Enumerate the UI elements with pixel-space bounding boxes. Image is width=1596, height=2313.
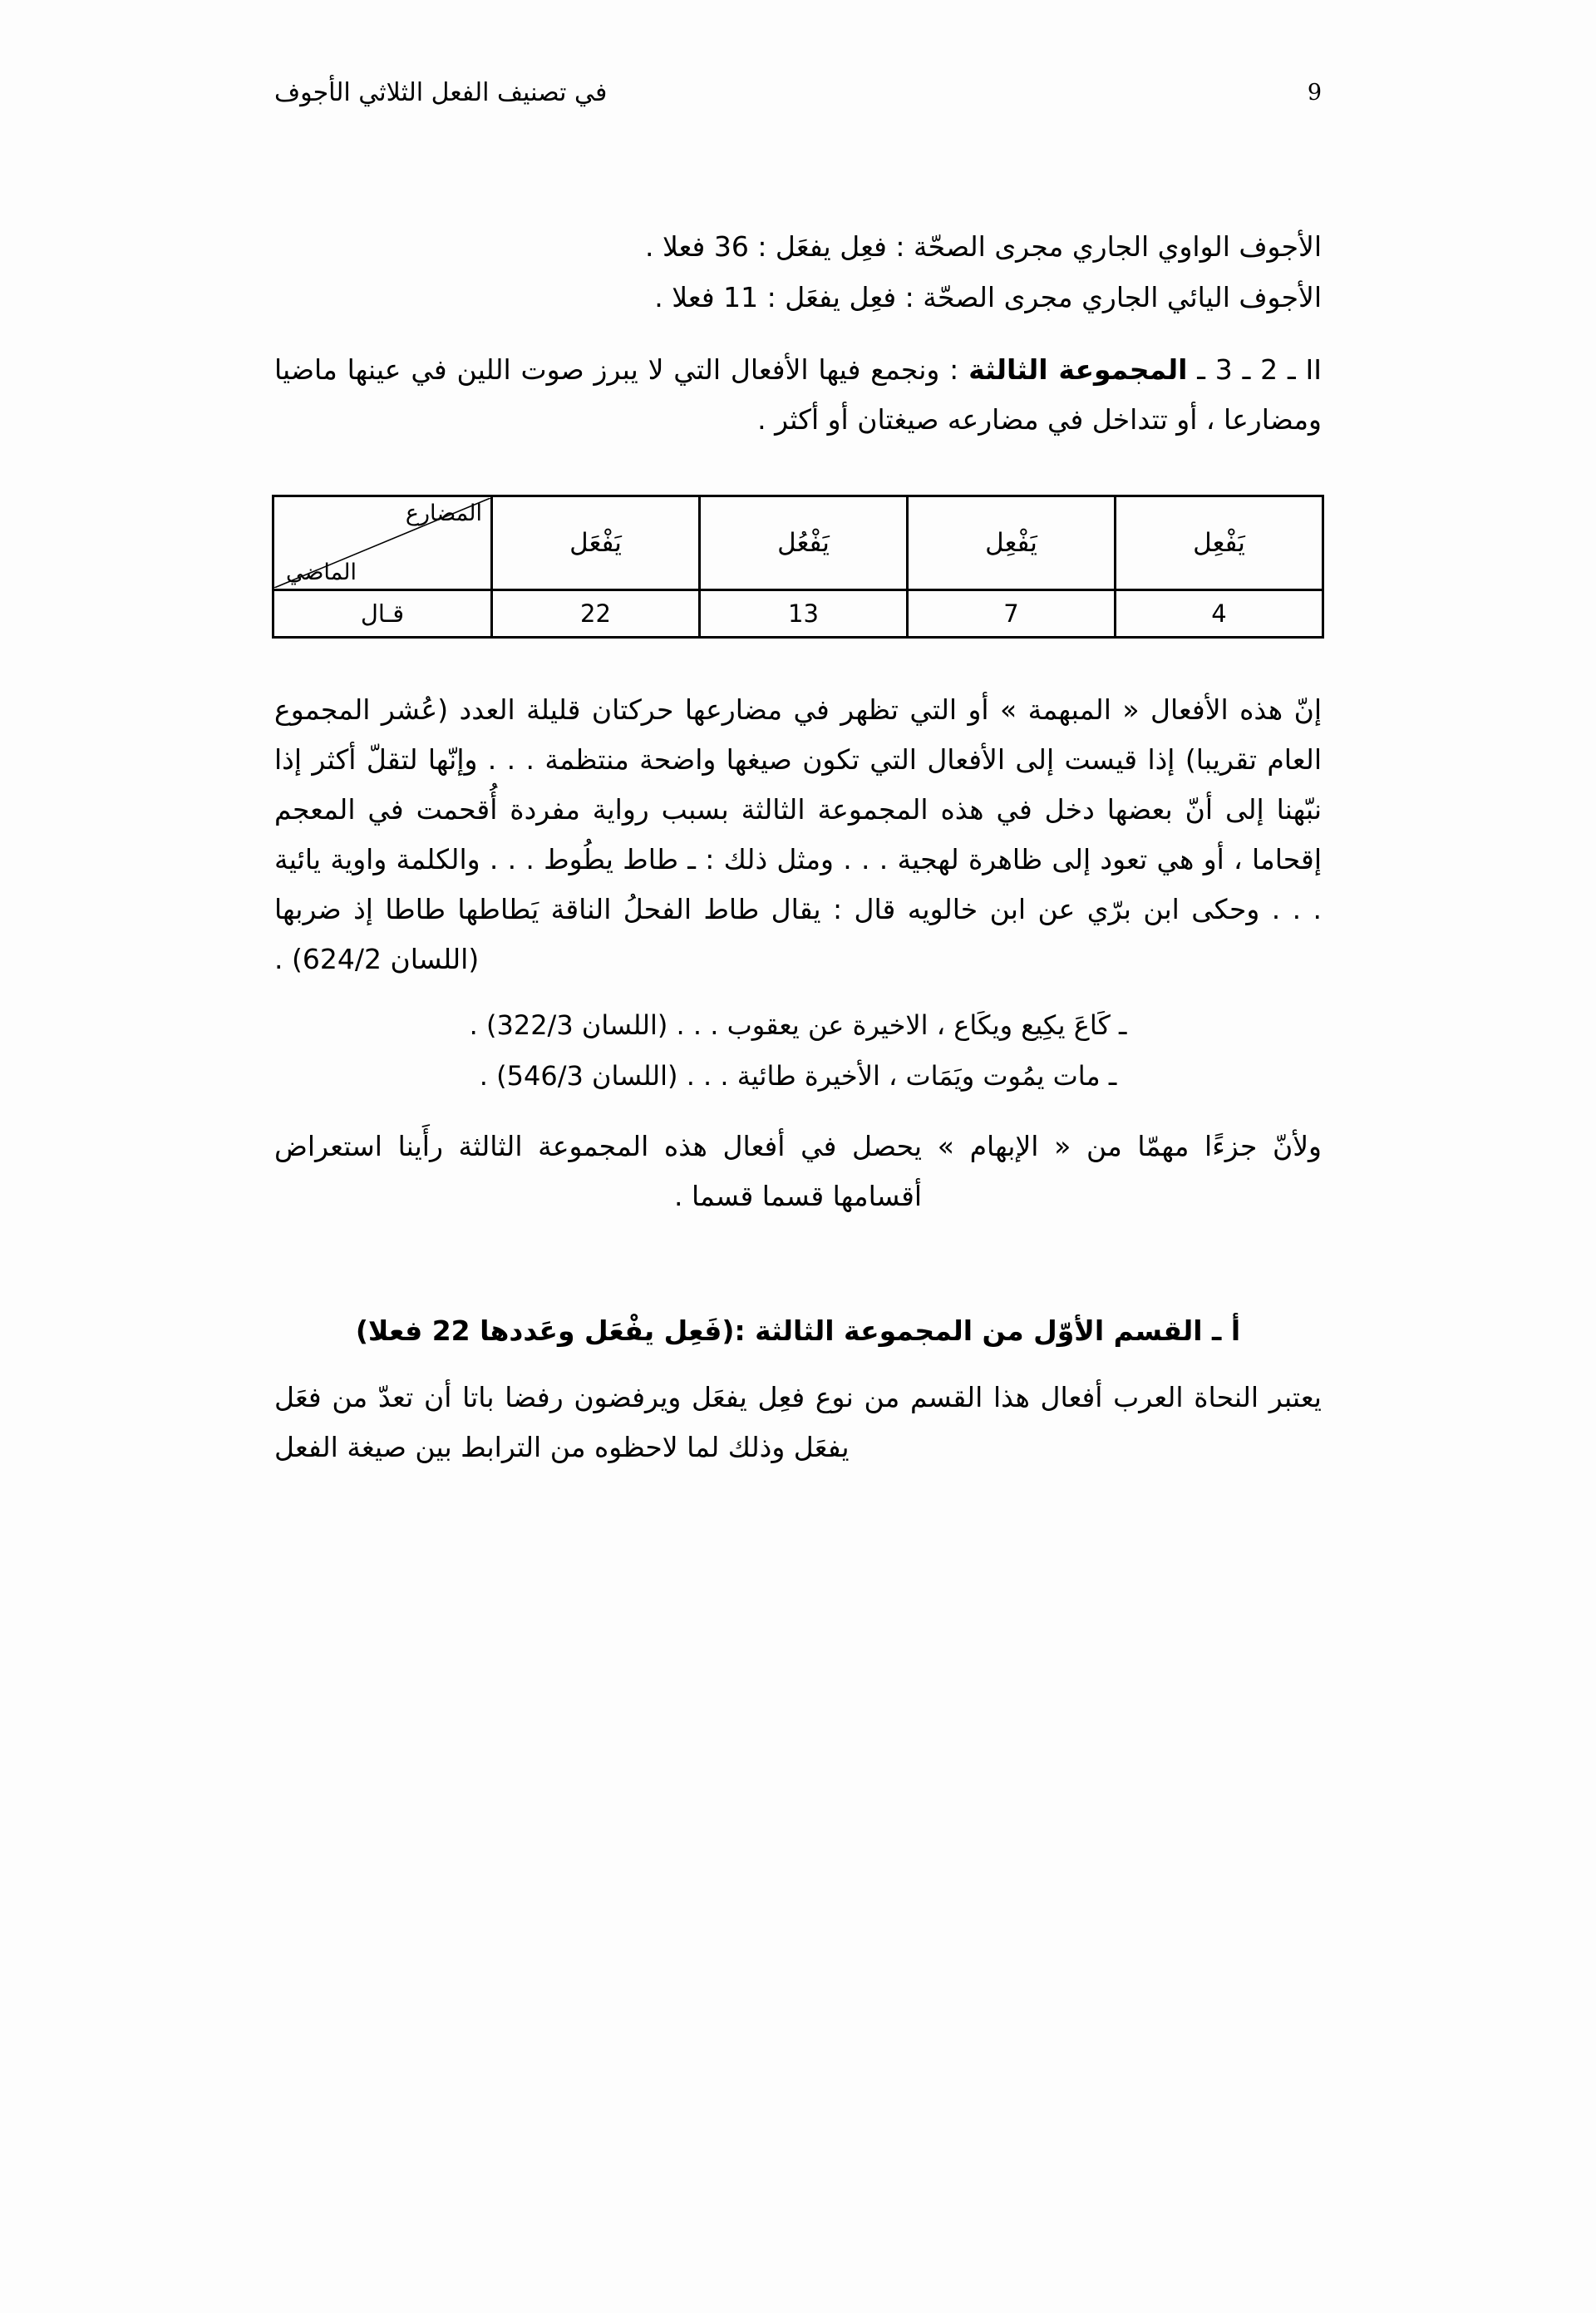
column-header-2: يَفْعِل xyxy=(908,496,1116,590)
group-three-text: : ونجمع فيها الأفعال التي لا يبرز صوت اللين في عينها ماضيا ومضارعا ، أو تتداخل في مضارعه صيغتان أو أكثر . xyxy=(274,353,1322,436)
cell-value-0: 22 xyxy=(492,590,700,638)
running-head xyxy=(274,72,1322,113)
column-header-0: يَفْعَل xyxy=(492,496,700,590)
group-three-marker: II ـ 2 ـ 3 ـ xyxy=(1197,353,1322,386)
cell-value-1: 13 xyxy=(700,590,908,638)
column-header-1: يَفْعُل xyxy=(700,496,908,590)
intro-line-yaai: الأجوف اليائي الجاري مجرى الصحّة : فعِل يفعَل : 11 فعلا . xyxy=(654,281,1322,314)
table-body xyxy=(273,590,1323,638)
page-content xyxy=(274,224,1322,1472)
paragraph-one: إنّ هذه الأفعال « المبهمة » أو التي تظهر في مضارعها حركتان قليلة العدد (عُشر المجموع العام تقريبا) إذا قيست إلى الأفعال التي تكون صيغها واضحة منتظمة . . . وإنّها لتقلّ أكثر إذا نبّهنا إلى أنّ بعضها دخل في هذه المجموعة الثالثة بسبب رواية مفردة أُقحمت في المعجم إقحاما ، أو هي تعود إلى ظاهرة لهجية . . . ومثل ذلك : ـ طاط يطُوط . . . والكلمة واوية يائية . . . وحكى ابن برّي عن ابن خالويه قال : يقال طاط الفحلُ الناقة يَطاطها طاطا إذ ضربها (اللسان 624/2) . xyxy=(274,693,1322,976)
table-head xyxy=(273,496,1323,590)
section-heading: أ ـ القسم الأوّل من المجموعة الثالثة :(فَعِل يفْعَل وعَددها 22 فعلا) xyxy=(355,1314,1241,1348)
bullet-item-maata: ـ مات يمُوت ويَمَات ، الأخيرة طائية . . . (اللسان 546/3) . xyxy=(479,1059,1117,1092)
group-three-label: المجموعة الثالثة xyxy=(968,353,1188,386)
table-header-row xyxy=(273,496,1323,590)
cell-value-2: 7 xyxy=(908,590,1116,638)
group-three-paragraph xyxy=(274,345,1322,445)
corner-label-past: الماضي xyxy=(286,560,357,586)
diagonal-split-cell xyxy=(274,498,490,588)
running-head-title: في تصنيف الفعل الثلاثي الأجوف xyxy=(274,77,608,107)
section-body: يعتبر النحاة العرب أفعال هذا القسم من نوع فعِل يفعَل ويرفضون رفضا باتا أن تعدّ من فعَل يفعَل وذلك لما لاحظوه من الترابط بين صيغة الفعل xyxy=(274,1381,1322,1464)
table-row xyxy=(273,590,1323,638)
cell-value-3: 4 xyxy=(1116,590,1323,638)
intro-line-waawi: الأجوف الواوي الجاري مجرى الصحّة : فعِل يفعَل : 36 فعلا . xyxy=(644,230,1322,263)
corner-label-present: المضارع xyxy=(405,501,482,526)
column-header-3: يَفْعِل xyxy=(1116,496,1323,590)
conjugation-table xyxy=(272,495,1324,639)
table-corner-cell xyxy=(273,496,492,590)
bullet-item-kaa: ـ كَاعَ يكِيع ويكَاع ، الاخيرة عن يعقوب . . . (اللسان 322/3) . xyxy=(469,1009,1127,1042)
conjugation-table-wrapper xyxy=(274,495,1322,639)
paragraph-two: ولأنّ جزءًا مهمّا من « الإبهام » يحصل في أفعال هذه المجموعة الثالثة رأَينا استعراض أقسامها قسما قسما . xyxy=(274,1130,1322,1213)
page-number: 9 xyxy=(1307,79,1322,106)
cell-row-label: قـال xyxy=(273,590,492,638)
